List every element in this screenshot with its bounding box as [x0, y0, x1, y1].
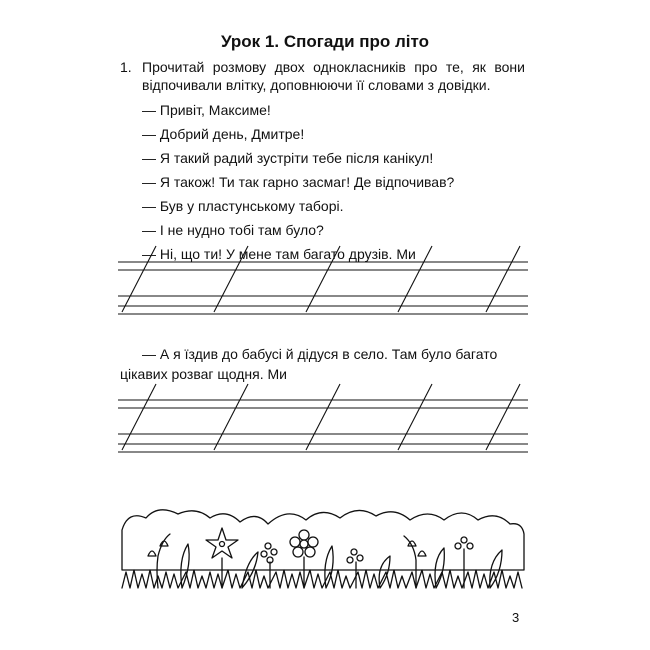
dialogue-line: — Ні, що ти! У мене там багато друзів. Ми	[142, 246, 416, 262]
dialogue-line: — Я також! Ти так гарно засмаг! Де відпочивав?	[142, 174, 455, 190]
dialogue-line: — Був у пластунському таборі.	[142, 198, 344, 214]
dialogue-line: — Привіт, Максиме!	[142, 102, 271, 118]
dialogue-line: — А я їздив до бабусі й дідуся в село. Там було багато	[142, 346, 498, 362]
flower-cluster-icon	[261, 537, 473, 588]
meadow-illustration	[118, 500, 528, 592]
handwriting-lines-1[interactable]	[118, 240, 528, 326]
dialogue-line: — Я такий радий зустріти тебе після канікул!	[142, 150, 434, 166]
page-number: 3	[512, 610, 520, 625]
dialogue-line: цікавих розваг щодня. Ми	[120, 366, 287, 382]
dialogue-line: — І не нудно тобі там було?	[142, 222, 324, 238]
handwriting-lines-2[interactable]	[118, 378, 528, 464]
task-instruction: Прочитай розмову двох однокласників про те, як вони відпочивали влітку, доповнюючи її словами з довідки.	[142, 59, 525, 93]
flower-star-icon	[206, 528, 238, 588]
lesson-title: Урок 1. Спогади про літо	[220, 32, 430, 51]
dialogue-line: — Добрий день, Дмитре!	[142, 126, 305, 142]
task-1	[120, 58, 525, 94]
flower-daisy-icon	[290, 530, 318, 588]
task-number: 1.	[120, 59, 132, 75]
